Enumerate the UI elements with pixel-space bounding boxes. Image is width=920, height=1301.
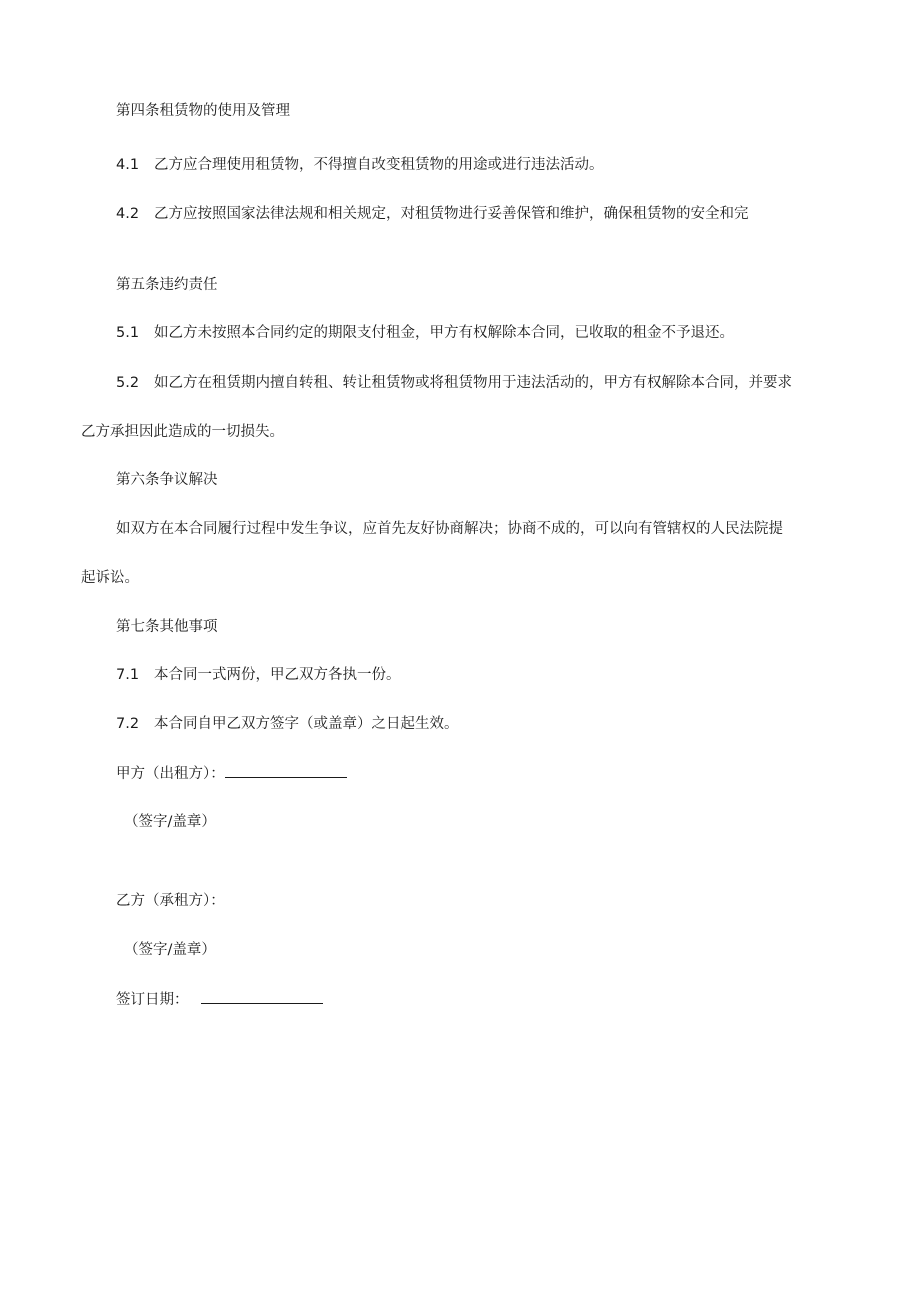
clause-number: 5.2	[116, 375, 140, 391]
article-6-body-line-2: 起诉讼。	[81, 570, 139, 586]
party-a-label: 甲方（出租方）：	[116, 766, 225, 782]
article-6-heading: 第六条争议解决	[116, 472, 218, 488]
signing-date-blank[interactable]	[201, 989, 323, 1004]
party-a-signature-blank[interactable]	[225, 763, 347, 778]
clause-number: 7.2	[116, 716, 140, 732]
clause-text: 本合同一式两份，甲乙双方各执一份。	[154, 667, 401, 683]
clause-number: 4.2	[116, 206, 140, 222]
signing-date-label: 签订日期：	[116, 992, 189, 1008]
article-5-heading: 第五条违约责任	[116, 277, 218, 293]
clause-text: 乙方应合理使用租赁物，不得擅自改变租赁物的用途或进行违法活动。	[154, 157, 604, 173]
clause-5-1	[116, 323, 734, 343]
clause-text: 如乙方未按照本合同约定的期限支付租金，甲方有权解除本合同，已收取的租金不予退还。	[154, 325, 734, 341]
clause-5-2	[116, 373, 792, 393]
clause-number: 7.1	[116, 667, 140, 683]
signing-date-line	[116, 989, 323, 1010]
clause-7-1	[116, 665, 401, 685]
clause-number: 4.1	[116, 157, 140, 173]
party-a-line	[116, 763, 347, 784]
party-b-label: 乙方（承租方）：	[116, 893, 225, 909]
party-a-sign-note: （签字/盖章）	[124, 814, 216, 830]
article-6-body-line-1: 如双方在本合同履行过程中发生争议，应首先友好协商解决；协商不成的，可以向有管辖权的人民法院提	[116, 521, 783, 537]
party-b-sign-note: （签字/盖章）	[124, 942, 216, 958]
clause-4-1	[116, 155, 604, 175]
clause-text: 如乙方在租赁期内擅自转租、转让租赁物或将租赁物用于违法活动的，甲方有权解除本合同，并要求	[154, 375, 792, 391]
clause-number: 5.1	[116, 325, 140, 341]
article-4-heading: 第四条租赁物的使用及管理	[116, 103, 290, 119]
clause-5-2-continuation: 乙方承担因此造成的一切损失。	[81, 424, 284, 440]
clause-text: 本合同自甲乙双方签字（或盖章）之日起生效。	[154, 716, 459, 732]
article-7-heading: 第七条其他事项	[116, 619, 218, 635]
clause-4-2	[116, 204, 749, 224]
clause-7-2	[116, 714, 459, 734]
clause-text: 乙方应按照国家法律法规和相关规定，对租赁物进行妥善保管和维护，确保租赁物的安全和完	[154, 206, 749, 222]
